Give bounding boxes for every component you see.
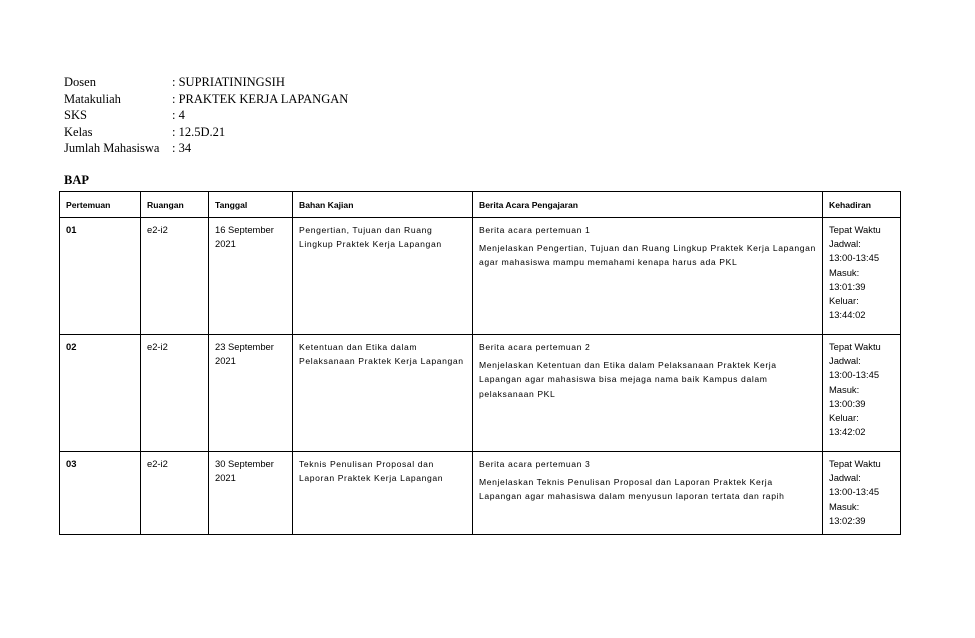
info-row-dosen bbox=[64, 74, 348, 91]
keluar-label: Keluar: bbox=[829, 412, 859, 424]
ruangan-cell: e2-i2 bbox=[141, 452, 209, 535]
header-bahan-kajian: Bahan Kajian bbox=[293, 192, 473, 218]
keluar-value: 13:44:02 bbox=[829, 309, 866, 321]
dosen-label: Dosen bbox=[64, 75, 96, 89]
info-row-jumlah bbox=[64, 140, 348, 157]
header-kehadiran: Kehadiran bbox=[823, 192, 901, 218]
tanggal-cell: 30 September 2021 bbox=[209, 452, 293, 535]
pertemuan-cell: 02 bbox=[60, 335, 141, 452]
sks-value: : 4 bbox=[172, 108, 185, 122]
keluar-value: 13:42:02 bbox=[829, 426, 866, 438]
info-row-kelas bbox=[64, 124, 348, 141]
table-header-row bbox=[60, 192, 901, 218]
table-row bbox=[60, 335, 901, 452]
info-row-sks bbox=[64, 107, 348, 124]
kelas-label: Kelas bbox=[64, 124, 93, 139]
matakuliah-value: : PRAKTEK KERJA LAPANGAN bbox=[172, 91, 349, 106]
jadwal-value: 13:00-13:45 bbox=[829, 369, 880, 381]
ruangan-cell: e2-i2 bbox=[141, 335, 209, 452]
masuk-value: 13:02:39 bbox=[829, 514, 866, 526]
table-row bbox=[60, 452, 901, 535]
jadwal-label: Jadwal: bbox=[829, 355, 861, 367]
header-berita-acara: Berita Acara Pengajaran bbox=[473, 192, 823, 218]
kehadiran-cell bbox=[823, 335, 901, 452]
berita-acara-cell bbox=[473, 335, 823, 452]
bahan-kajian-cell: Pengertian, Tujuan dan Ruang Lingkup Praktek Kerja Lapangan bbox=[293, 218, 473, 335]
berita-acara-title: Berita acara pertemuan 3 bbox=[479, 459, 591, 469]
jadwal-label: Jadwal: bbox=[829, 238, 861, 250]
header-pertemuan: Pertemuan bbox=[60, 192, 141, 218]
jadwal-value: 13:00-13:45 bbox=[829, 252, 880, 264]
berita-acara-cell bbox=[473, 452, 823, 535]
jadwal-value: 13:00-13:45 bbox=[829, 486, 880, 498]
info-row-matakuliah bbox=[64, 91, 348, 108]
bap-title: BAP bbox=[64, 173, 89, 187]
table-row bbox=[60, 218, 901, 335]
kehadiran-cell bbox=[823, 218, 901, 335]
berita-acara-title: Berita acara pertemuan 1 bbox=[479, 225, 591, 235]
kehadiran-status: Tepat Waktu bbox=[829, 341, 881, 352]
course-info bbox=[64, 74, 348, 157]
header-ruangan: Ruangan bbox=[141, 192, 209, 218]
matakuliah-label: Matakuliah bbox=[64, 91, 121, 106]
pertemuan-cell: 03 bbox=[60, 452, 141, 535]
tanggal-cell: 16 September 2021 bbox=[209, 218, 293, 335]
sks-label: SKS bbox=[64, 108, 87, 122]
kehadiran-status: Tepat Waktu bbox=[829, 224, 881, 235]
kelas-value: : 12.5D.21 bbox=[172, 124, 226, 139]
bap-table bbox=[59, 191, 901, 535]
masuk-value: 13:01:39 bbox=[829, 280, 866, 292]
berita-acara-cell bbox=[473, 218, 823, 335]
header-tanggal: Tanggal bbox=[209, 192, 293, 218]
ruangan-cell: e2-i2 bbox=[141, 218, 209, 335]
bahan-kajian-cell: Ketentuan dan Etika dalam Pelaksanaan Praktek Kerja Lapangan bbox=[293, 335, 473, 452]
berita-acara-desc: Menjelaskan Pengertian, Tujuan dan Ruang Lingkup Praktek Kerja Lapangan agar mahasiswa mampu memahami kenapa harus ada PKL bbox=[479, 243, 816, 268]
dosen-value: : SUPRIATININGSIH bbox=[172, 75, 285, 89]
kehadiran-status: Tepat Waktu bbox=[829, 458, 881, 469]
berita-acara-desc: Menjelaskan Teknis Penulisan Proposal dan Laporan Praktek Kerja Lapangan agar mahasiswa dalam menyusun laporan tertata dan rapih bbox=[479, 477, 785, 502]
masuk-value: 13:00:39 bbox=[829, 397, 866, 409]
masuk-label: Masuk: bbox=[829, 266, 860, 278]
pertemuan-cell: 01 bbox=[60, 218, 141, 335]
masuk-label: Masuk: bbox=[829, 500, 860, 512]
berita-acara-title: Berita acara pertemuan 2 bbox=[479, 342, 591, 352]
berita-acara-desc: Menjelaskan Ketentuan dan Etika dalam Pelaksanaan Praktek Kerja Lapangan agar mahasiswa bisa mejaga nama baik Kampus dalam pelaksanaan PKL bbox=[479, 360, 777, 399]
kehadiran-cell bbox=[823, 452, 901, 535]
masuk-label: Masuk: bbox=[829, 383, 860, 395]
jadwal-label: Jadwal: bbox=[829, 472, 861, 484]
jumlah-label: Jumlah Mahasiswa bbox=[64, 141, 160, 155]
jumlah-value: : 34 bbox=[172, 141, 192, 155]
keluar-label: Keluar: bbox=[829, 295, 859, 307]
tanggal-cell: 23 September 2021 bbox=[209, 335, 293, 452]
bahan-kajian-cell: Teknis Penulisan Proposal dan Laporan Praktek Kerja Lapangan bbox=[293, 452, 473, 535]
